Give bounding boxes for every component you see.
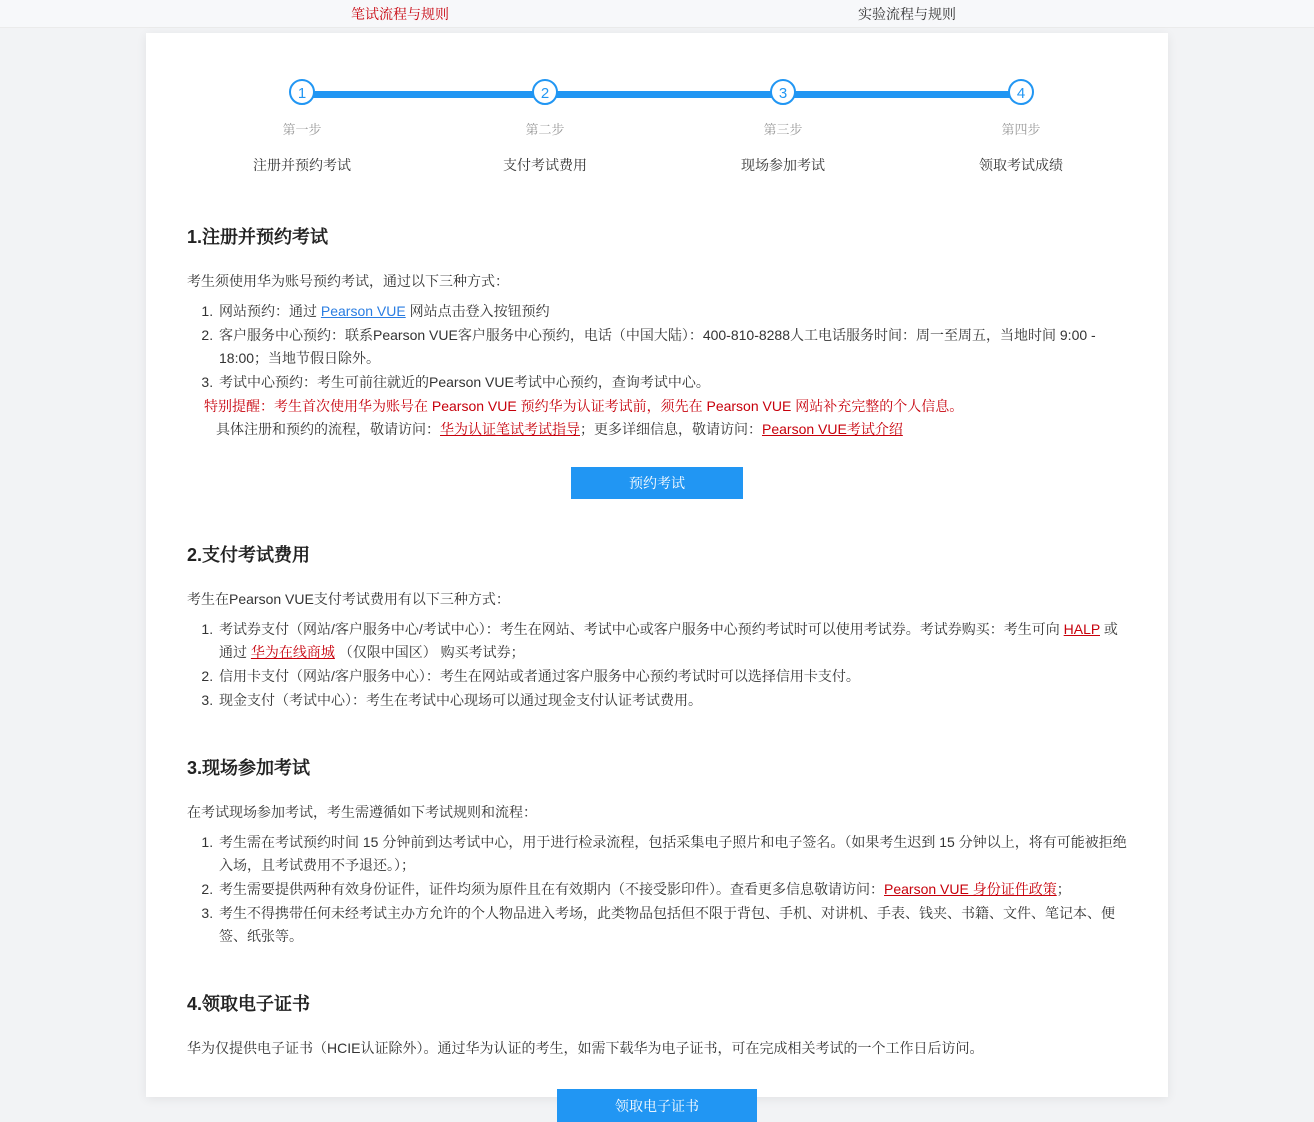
item-text: 网站预约：通过 (219, 303, 321, 319)
exam-process-stepper (146, 33, 1168, 183)
registration-guide-line (216, 418, 1127, 441)
step-2-name: 支付考试费用 (503, 157, 587, 173)
section-2-heading: 2.支付考试费用 (187, 545, 311, 565)
section-3-list (187, 831, 1127, 948)
step-1-name: 注册并预约考试 (253, 157, 351, 173)
content-card (146, 33, 1168, 1114)
item-text: ； (1056, 881, 1071, 897)
stepper-progress-line (302, 91, 1021, 98)
step-3-name: 现场参加考试 (741, 157, 825, 173)
step-1-label: 第一步 (282, 122, 322, 137)
step-2-label: 第二步 (525, 122, 565, 137)
guide-text: 具体注册和预约的流程，敬请访问： (216, 421, 440, 437)
step-2 (445, 79, 645, 175)
item-text: 考试券支付（网站/客户服务中心/考试中心）：考生在网站、考试中心或客户服务中心预约考试时可以使用考试券。考试券购买：考生可向 (219, 621, 1064, 637)
get-e-certificate-button[interactable]: 领取电子证书 (557, 1089, 757, 1122)
list-item: 2. 信用卡支付（网站/客户服务中心）：考生在网站或者通过客户服务中心预约考试时可以选择信用卡支付。 (217, 665, 1127, 688)
step-3-label: 第三步 (763, 122, 803, 137)
step-3 (683, 79, 883, 175)
section-1-list (187, 300, 1127, 394)
list-item: 2. 客户服务中心预约：联系Pearson VUE客户服务中心预约，电话（中国大陆）：400-810-8288人工电话服务时间：周一至周五，当地时间 9:00 - 18:00；当地节假日除外。 (217, 324, 1127, 370)
step-1-circle: 1 (289, 79, 315, 105)
step-1 (202, 79, 402, 175)
section-3-intro: 在考试现场参加考试，考生需遵循如下考试规则和流程： (187, 804, 537, 820)
step-4-name: 领取考试成绩 (979, 157, 1063, 173)
pearson-vue-id-policy-link[interactable]: Pearson VUE 身份证件政策 (884, 881, 1057, 897)
halp-link[interactable]: HALP (1063, 621, 1100, 637)
pearson-vue-link[interactable]: Pearson VUE (320, 303, 406, 319)
item-text: 或通过 (219, 621, 1118, 660)
main-content (146, 223, 1168, 1122)
section-4-heading: 4.领取电子证书 (187, 994, 311, 1014)
top-tab-bar (0, 0, 1314, 28)
special-reminder-text: 特别提醒：考生首次使用华为账号在 Pearson VUE 预约华为认证考试前，须先在 Pearson VUE 网站补充完整的个人信息。 (204, 398, 964, 414)
section-4-intro: 华为仅提供电子证书（HCIE认证除外）。通过华为认证的考生，如需下载华为电子证书，可在完成相关考试的一个工作日后访问。 (187, 1040, 984, 1056)
step-4-circle: 4 (1008, 79, 1034, 105)
list-item: 3. 现金支付（考试中心）：考生在考试中心现场可以通过现金支付认证考试费用。 (217, 689, 1127, 712)
step-2-circle: 2 (532, 79, 558, 105)
tab-lab-exam-rules[interactable]: 实验流程与规则 (858, 6, 956, 22)
step-3-circle: 3 (770, 79, 796, 105)
list-item: 1. 考生需在考试预约时间 15 分钟前到达考试中心，用于进行检录流程，包括采集电子照片和电子签名。（如果考生迟到 15 分钟以上，将有可能被拒绝入场，且考试费用不予退还。）； (217, 831, 1127, 877)
item-text: （仅限中国区） 购买考试券； (334, 644, 525, 660)
list-item: 3. 考试中心预约：考生可前往就近的Pearson VUE考试中心预约，查询考试中心。 (217, 371, 1127, 394)
book-exam-button[interactable]: 预约考试 (571, 467, 743, 499)
list-item (217, 878, 1127, 901)
guide-text: ；更多详细信息，敬请访问： (580, 421, 762, 437)
list-item (217, 618, 1127, 664)
written-exam-guide-link[interactable]: 华为认证笔试考试指导 (440, 421, 580, 437)
list-item: 3. 考生不得携带任何未经考试主办方允许的个人物品进入考场，此类物品包括但不限于背包、手机、对讲机、手表、钱夹、书籍、文件、笔记本、便签、纸张等。 (217, 902, 1127, 948)
huawei-online-store-link[interactable]: 华为在线商城 (250, 644, 335, 660)
section-1-intro: 考生须使用华为账号预约考试，通过以下三种方式： (187, 273, 509, 289)
section-3-heading: 3.现场参加考试 (187, 758, 311, 778)
item-text: 网站点击登入按钮预约 (405, 303, 550, 319)
step-4 (921, 79, 1121, 175)
section-2-list (187, 618, 1127, 712)
item-text: 考生需要提供两种有效身份证件，证件均须为原件且在有效期内（不接受影印件）。查看更多信息敬请访问： (219, 881, 884, 897)
pearson-vue-exam-intro-link[interactable]: Pearson VUE考试介绍 (762, 421, 903, 437)
section-2-intro: 考生在Pearson VUE支付考试费用有以下三种方式： (187, 591, 510, 607)
step-4-label: 第四步 (1001, 122, 1041, 137)
list-item (217, 300, 1127, 323)
section-1-heading: 1.注册并预约考试 (187, 227, 329, 247)
tab-written-exam-rules[interactable]: 笔试流程与规则 (351, 6, 449, 22)
